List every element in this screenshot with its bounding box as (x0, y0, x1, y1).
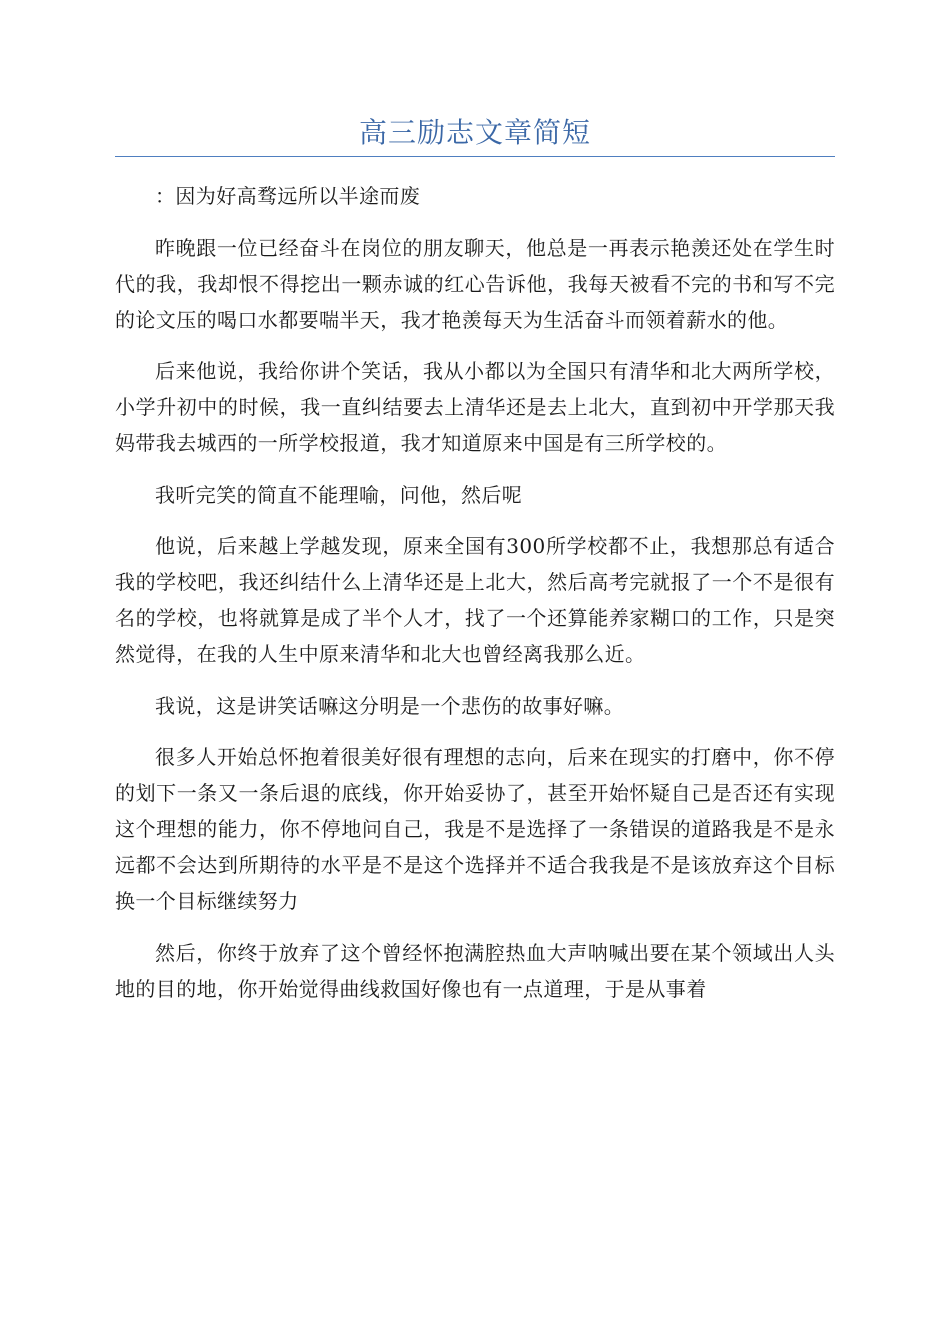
document-page (115, 0, 835, 1022)
paragraph: 很多人开始总怀抱着很美好很有理想的志向，后来在现实的打磨中，你不停的划下一条又一条后退的底线，你开始妥协了，甚至开始怀疑自己是否还有实现这个理想的能力，你不停地问自己，我是不是选择了一条错误的道路我是不是永远都不会达到所期待的水平是不是这个选择并不适合我我是不是该放弃这个目标换一个目标继续努力 (115, 745, 835, 913)
paragraph: 然后，你终于放弃了这个曾经怀抱满腔热血大声呐喊出要在某个领域出人头地的目的地，你开始觉得曲线救国好像也有一点道理，于是从事着 (115, 940, 835, 1001)
document-body (115, 178, 835, 1007)
paragraph: 后来他说，我给你讲个笑话，我从小都以为全国只有清华和北大两所学校，小学升初中的时候，我一直纠结要去上清华还是去上北大，直到初中开学那天我妈带我去城西的一所学校报道，我才知道原来中国是有三所学校的。 (115, 359, 835, 455)
title-divider (115, 156, 835, 157)
paragraph: 昨晚跟一位已经奋斗在岗位的朋友聊天，他总是一再表示艳羡还处在学生时代的我，我却恨不得挖出一颗赤诚的红心告诉他，我每天被看不完的书和写不完的论文压的喝口水都要喘半天，我才艳羡每天为生活奋斗而领着薪水的他。 (115, 235, 835, 332)
paragraph: 我听完笑的简直不能理喻，问他，然后呢 (155, 482, 523, 507)
document-title: 高三励志文章简短 (358, 116, 591, 149)
paragraph: 他说，后来越上学越发现，原来全国有300所学校都不止，我想那总有适合我的学校吧，我还纠结什么上清华还是上北大，然后高考完就报了一个不是很有名的学校，也将就算是成了半个人才，找了一个还算能养家糊口的工作，只是突然觉得，在我的人生中原来清华和北大也曾经离我那么近。 (115, 534, 835, 666)
paragraph: ：因为好高骛远所以半途而废 (155, 184, 421, 208)
paragraph: 我说，这是讲笑话嘛这分明是一个悲伤的故事好嘛。 (155, 693, 625, 718)
